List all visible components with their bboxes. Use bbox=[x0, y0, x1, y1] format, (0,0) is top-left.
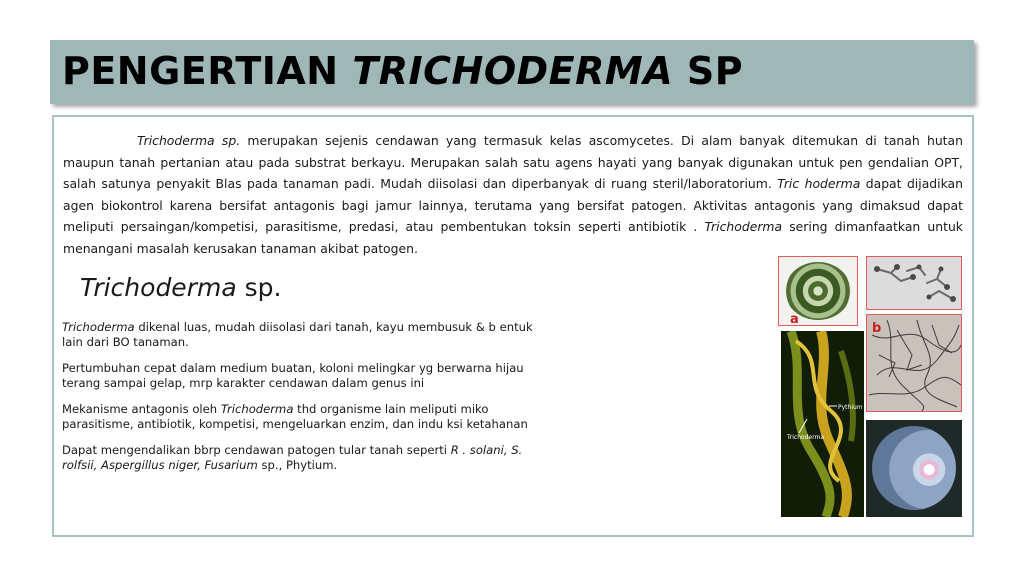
intro-paragraph bbox=[63, 130, 963, 259]
point-lead: Dapat mengendalikan bbrp cendawan patogen tular tanah seperti bbox=[62, 443, 451, 457]
figure-label-b: b bbox=[872, 321, 882, 336]
point-item bbox=[62, 443, 544, 473]
points-list bbox=[62, 320, 544, 484]
conidiophore-micrograph-image bbox=[866, 256, 962, 310]
point-term: Trichoderma bbox=[220, 402, 294, 416]
antagonism-plate-image bbox=[866, 420, 962, 517]
sub-heading bbox=[80, 271, 281, 305]
point-item bbox=[62, 402, 544, 432]
point-item bbox=[62, 320, 544, 350]
trichoderma-label: Trichoderma bbox=[787, 434, 825, 441]
point-lead: Mekanisme antagonis oleh bbox=[62, 402, 221, 416]
figure-label-a: a bbox=[790, 312, 799, 327]
point-item bbox=[62, 361, 544, 391]
slide-title bbox=[62, 40, 974, 102]
intro-term-3: Trichoderma bbox=[704, 219, 783, 234]
coiling-hyphae-drawing bbox=[781, 331, 864, 517]
conidiophore-drawing bbox=[867, 257, 962, 310]
title-part2: SP bbox=[673, 49, 744, 93]
point-term: R . solani, S. rolfsii, Aspergillus niger, Fusarium bbox=[62, 443, 523, 472]
title-italic: TRICHODERMA bbox=[352, 49, 674, 93]
point-text: Pertumbuhan cepat dalam medium buatan, koloni melingkar yg berwarna hijau terang sampai gelap, mrp karakter cendawan dalam genus ini bbox=[62, 361, 524, 390]
point-text: sp., Phytium. bbox=[257, 458, 338, 472]
sub-heading-rest: sp. bbox=[236, 273, 282, 302]
trichoderma-pythium-micrograph-image bbox=[781, 331, 864, 517]
sub-heading-italic: Trichoderma bbox=[80, 273, 237, 302]
point-term: Trichoderma bbox=[62, 320, 135, 334]
intro-text-1: merupakan sejenis cendawan yang termasuk kelas ascomycetes. Di alam banyak ditemukan di tanah hutan maupun tanah pertanian atau pada substrat berkayu. Merupakan salah satu agens hayati yang banyak digunakan untuk pen gendalian OPT, salah satunya penyakit Blas pada tanaman padi. Mudah diisolasi dan diperbanyak di ruang steril/laboratorium. bbox=[63, 133, 963, 191]
intro-text-3: sering dimanfaatkan untuk menangani masalah kerusakan tanaman akibat patogen. bbox=[63, 219, 963, 256]
point-text: thd organisme lain meliputi miko parasitisme, antibiotik, kompetisi, mengeluarkan enzim, dan indu ksi ketahanan bbox=[62, 402, 528, 431]
intro-text-2: dapat dijadikan agen biokontrol karena bersifat antagonis bagi jamur lainnya, terutama yang bersifat patogen. Aktivitas antagonis yang dimaksud dapat meliputi persaingan/kompetisi, parasitisme, predasi, atau pembentukan toksin seperti antibiotik . bbox=[63, 176, 963, 234]
point-text: dikenal luas, mudah diisolasi dari tanah, kayu membusuk & b entuk lain dari BO tanaman. bbox=[62, 320, 533, 349]
intro-term-2: Tric hoderma bbox=[777, 176, 861, 191]
title-part1: PENGERTIAN bbox=[62, 49, 353, 93]
pythium-label: Pythium bbox=[838, 404, 863, 411]
intro-term-1: Trichoderma sp. bbox=[137, 133, 241, 148]
title-bar bbox=[50, 40, 974, 104]
culture-plate bbox=[872, 426, 956, 510]
